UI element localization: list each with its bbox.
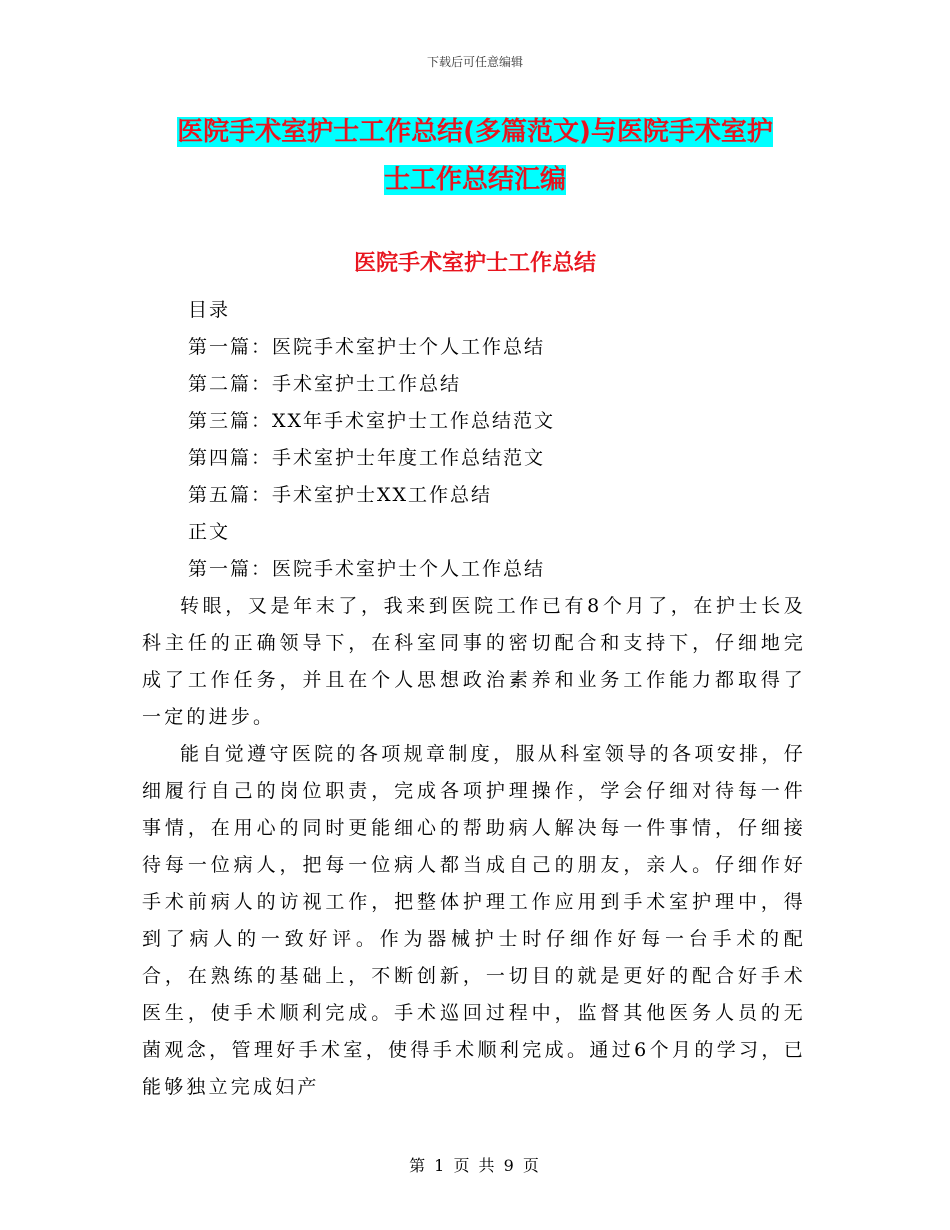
body-heading: 正文 (188, 521, 231, 543)
section-heading: 医院手术室护士工作总结 (353, 251, 596, 276)
paragraph: 转眼，又是年末了，我来到医院工作已有8个月了，在护士长及科主任的正确领导下，在科室同事的密切配合和支持下，仔细地完成了工作任务，并且在个人思想政治素养和业务工作能力都取得了一定的进步。 (142, 595, 806, 728)
title-line-1: 医院手术室护士工作总结(多篇范文)与医院手术室护 (177, 117, 773, 147)
toc-item: 第二篇：手术室护士工作总结 (188, 373, 462, 395)
toc-heading: 目录 (188, 299, 231, 321)
header-note: 下载后可任意编辑 (426, 55, 523, 69)
toc-item: 第五篇：手术室护士XX工作总结 (188, 484, 493, 506)
title-line-2: 士工作总结汇编 (383, 165, 566, 195)
toc-item: 第四篇：手术室护士年度工作总结范文 (188, 447, 546, 469)
chapter-heading: 第一篇：医院手术室护士个人工作总结 (188, 558, 546, 580)
body-text (142, 588, 806, 1106)
toc-item: 第三篇：XX年手术室护士工作总结范文 (188, 410, 556, 432)
toc-item: 第一篇：医院手术室护士个人工作总结 (188, 336, 546, 358)
page-number: 第 1 页 共 9 页 (409, 1156, 541, 1175)
document-title (140, 108, 810, 204)
table-of-contents (188, 292, 555, 588)
paragraph: 能自觉遵守医院的各项规章制度，服从科室领导的各项安排，仔细履行自己的岗位职责，完成各项护理操作，学会仔细对待每一件事情，在用心的同时更能细心的帮助病人解决每一件事情，仔细接待每一位病人，把每一位病人都当成自己的朋友，亲人。仔细作好手术前病人的访视工作，把整体护理工作应用到手术室护理中，得到了病人的一致好评。作为器械护士时仔细作好每一台手术的配合，在熟练的基础上，不断创新，一切目的就是更好的配合好手术医生，使手术顺利完成。手术巡回过程中，监督其他医务人员的无菌观念，管理好手术室，使得手术顺利完成。通过6个月的学习，已能够独立完成妇产 (142, 743, 806, 1098)
